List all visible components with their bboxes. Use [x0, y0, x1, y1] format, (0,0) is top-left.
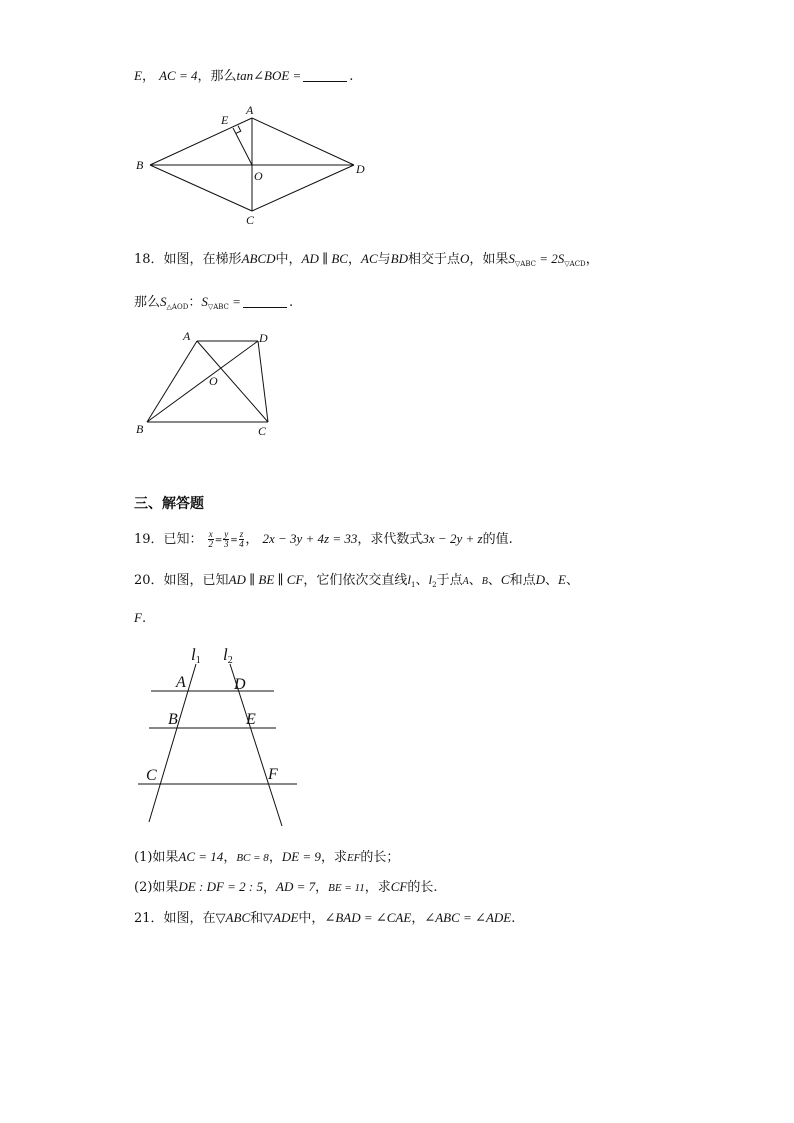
fig18-label-b: B: [136, 422, 144, 436]
q18-line2-pre: 那么: [134, 295, 161, 310]
q18-sub-aod: △AOD: [166, 303, 189, 311]
seg18-bd: [147, 341, 258, 422]
q18-o: O: [460, 251, 470, 266]
fig20-label-f: F: [268, 766, 278, 783]
q19-line: 19．已知： $\frac{x}{2}$ = $\frac{y}{3}$ = $\frac{z}{4}$ ， 2x − 3y + 4z = 33，求代数式3x − 2y + z的值.: [134, 529, 513, 549]
fig18-label-d: D: [259, 331, 268, 345]
fig17-label-b: B: [136, 158, 144, 172]
seg-dc: [252, 165, 354, 211]
q18-sub-abc2: ▽ABC: [207, 303, 229, 311]
fig18-label-o: O: [209, 374, 218, 388]
q18-comma: ，: [585, 252, 599, 267]
q20-parallel: AD ∥ BE ∥ CF: [228, 572, 304, 587]
q20-part2: (2)如果DE : DF = 2 : 5，AD = 7，BE = 11，求CF的长.: [134, 879, 438, 895]
fig17-label-a: A: [246, 103, 254, 117]
q18-sub-acd: ▽ACD: [564, 260, 586, 268]
q17-point-e: E: [134, 68, 142, 83]
q18-answer-blank[interactable]: [243, 295, 287, 308]
q19-text1: 已知：: [163, 532, 203, 547]
fig17-label-c: C: [246, 213, 255, 227]
line-l1: [149, 664, 196, 822]
q18-s1: S: [508, 251, 515, 266]
q18-end: .: [288, 295, 294, 310]
frac-y-3: $\frac{y}{3}$: [224, 529, 229, 549]
q18-text1: 如图，在梯形: [163, 252, 242, 267]
q18-bd: BD: [390, 251, 408, 266]
fig18-label-a: A: [183, 329, 191, 343]
q19-comma: ，: [245, 532, 259, 547]
q18-number: 18．: [134, 252, 164, 267]
fig20-label-e: E: [246, 711, 256, 728]
seg-ad: [252, 118, 354, 165]
section-heading: 三、解答题: [134, 496, 204, 512]
fig17-label-d: D: [356, 162, 365, 176]
seg-oe: [233, 128, 252, 165]
q21-number: 21．: [134, 911, 164, 926]
q19-expr2: 3x − 2y + z: [422, 531, 483, 546]
q20-text4: 和点: [509, 573, 536, 588]
q20-l2: l: [428, 572, 433, 587]
q18-eq: = 2: [535, 251, 558, 266]
q21-line: 21．如图，在▽ABC和▽ADE中，∠BAD = ∠CAE，∠ABC = ∠ADE.: [134, 910, 516, 926]
seg18-ac: [197, 341, 268, 422]
seg18-dc: [258, 341, 268, 422]
fig20-label-b: B: [168, 711, 178, 728]
q17-mid: ，那么: [197, 69, 237, 84]
q20-text3: 于点: [436, 573, 463, 588]
q18-ac: AC: [361, 251, 378, 266]
seg-cb: [150, 165, 252, 211]
q20-part1: (1)如果AC = 14，BC = 8，DE = 9，求EF的长；: [134, 849, 400, 865]
fig20-label-l1: l1: [191, 645, 201, 666]
fig20-label-c: C: [146, 767, 157, 784]
q19-number: 19．: [134, 532, 164, 547]
fig18-label-c: C: [258, 424, 267, 438]
q20-text2: ，它们依次交直线: [303, 573, 408, 588]
right-angle-mark: [236, 126, 241, 134]
q18-colon: ：: [188, 295, 202, 310]
q18-ad-bc: AD ∥ BC: [301, 251, 348, 266]
q18-line1: [134, 250, 599, 273]
q17-ac: AC = 4: [159, 68, 198, 83]
q19-text2: ，求代数式: [357, 532, 423, 547]
line-l2: [230, 664, 282, 826]
q18-abcd: ABCD: [241, 251, 276, 266]
fig17-label-e: E: [221, 113, 229, 127]
fig20-label-l2: l2: [223, 645, 233, 666]
q18-text3: ，: [347, 252, 361, 267]
q19-text3: 的值.: [482, 532, 513, 547]
q17-end: .: [349, 69, 354, 84]
fig17-label-o: O: [254, 169, 263, 183]
q20-line2: F.: [134, 610, 147, 626]
q20-line1: 20．如图，已知AD ∥ BE ∥ CF，它们依次交直线$l_1$、$l_2$于点A、B、C和点D、E、: [134, 572, 579, 589]
q18-line2: [134, 293, 293, 316]
q18-text2: 中，: [275, 252, 302, 267]
q19-expr1: 2x − 3y + 4z = 33: [262, 531, 358, 546]
seg-ab: [150, 118, 252, 165]
q18-text4: 与: [377, 252, 391, 267]
q18-s3: S: [160, 294, 167, 309]
q18-s2: S: [557, 251, 565, 266]
q20-number: 20．: [134, 573, 164, 588]
q17-tail: E， AC = 4，那么tan∠BOE = .: [134, 68, 354, 84]
q18-text6: ，如果: [469, 252, 509, 267]
q20-l1: l: [407, 572, 412, 587]
frac-z-4: $\frac{z}{4}$: [239, 529, 244, 549]
q18-eq2: =: [228, 294, 241, 309]
q17-expr: tan∠BOE =: [236, 68, 302, 83]
q18-text5: 相交于点: [407, 252, 460, 267]
q17-answer-blank[interactable]: [303, 69, 347, 82]
q18-s4: S: [201, 294, 208, 309]
fig20-label-d: D: [234, 676, 246, 693]
q20-text1: 如图，已知: [163, 573, 229, 588]
seg18-ba: [147, 341, 197, 422]
frac-x-2: $\frac{x}{2}$: [208, 529, 213, 549]
fig20-label-a: A: [176, 674, 186, 691]
q18-sub-abc: ▽ABC: [514, 260, 536, 268]
